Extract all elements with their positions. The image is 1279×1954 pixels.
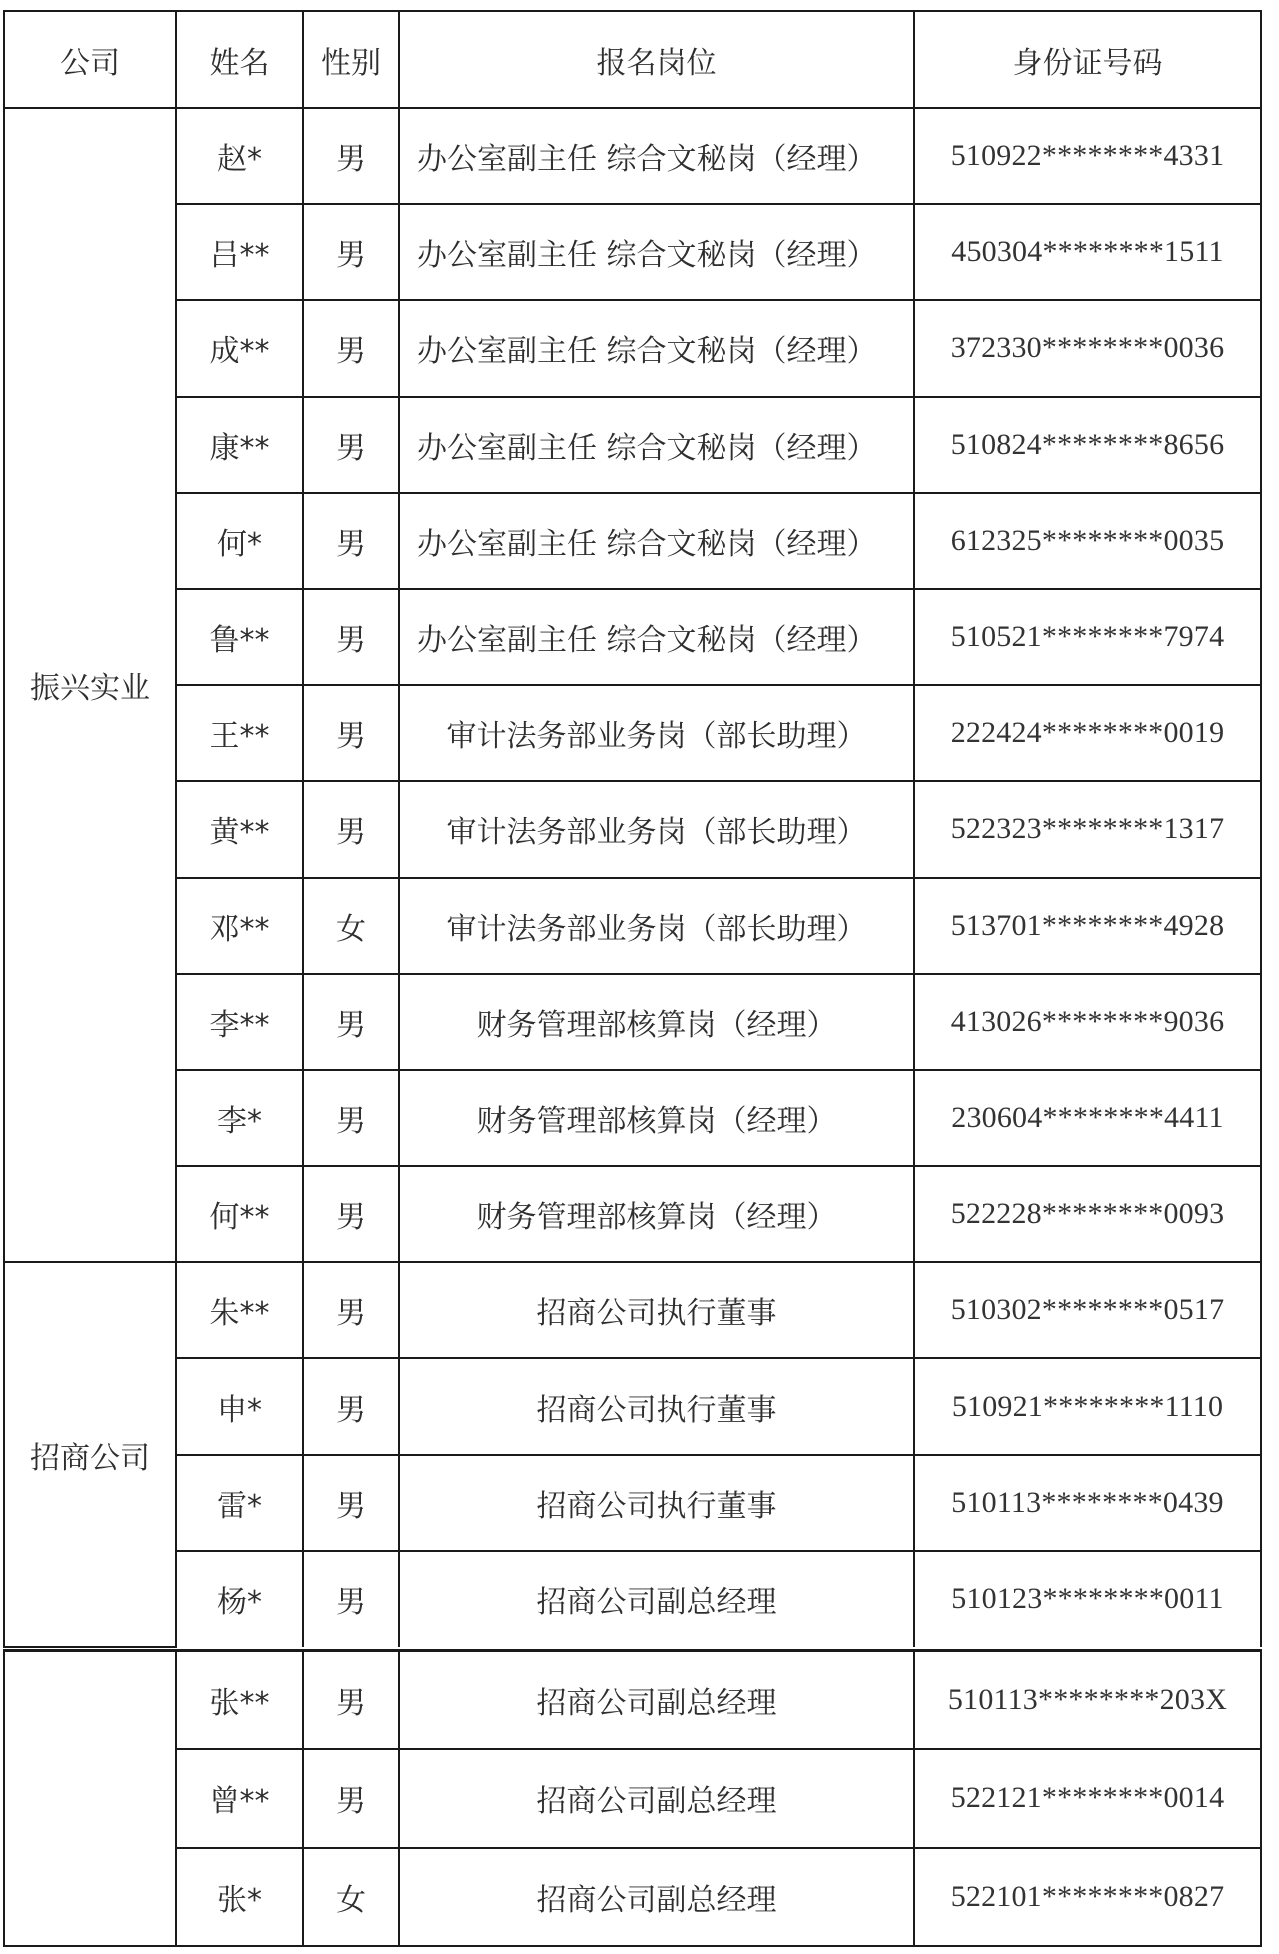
id-number-cell: 510113********203X	[914, 1651, 1261, 1750]
name-cell: 吕**	[176, 204, 303, 300]
table-row	[4, 1651, 1261, 1750]
id-number-cell: 222424********0019	[914, 685, 1261, 781]
name-cell: 黄**	[176, 781, 303, 877]
position-cell: 办公室副主任 综合文秘岗（经理）	[399, 589, 914, 685]
id-number-cell: 230604********4411	[914, 1070, 1261, 1166]
name-cell: 成**	[176, 300, 303, 396]
position-cell: 招商公司执行董事	[399, 1455, 914, 1551]
table-row	[4, 878, 1261, 974]
id-number-cell: 513701********4928	[914, 878, 1261, 974]
table-row	[4, 397, 1261, 493]
position-cell: 招商公司副总经理	[399, 1848, 914, 1947]
table-row	[4, 1358, 1261, 1454]
name-cell: 申*	[176, 1358, 303, 1454]
table-row	[4, 1551, 1261, 1647]
gender-cell: 男	[303, 1749, 399, 1848]
name-cell: 李*	[176, 1070, 303, 1166]
position-cell: 办公室副主任 综合文秘岗（经理）	[399, 300, 914, 396]
name-cell: 张*	[176, 1848, 303, 1947]
position-cell: 办公室副主任 综合文秘岗（经理）	[399, 493, 914, 589]
gender-cell: 男	[303, 397, 399, 493]
name-cell: 邓**	[176, 878, 303, 974]
table-row	[4, 781, 1261, 877]
name-cell: 王**	[176, 685, 303, 781]
name-cell: 杨*	[176, 1551, 303, 1647]
table-row	[4, 1455, 1261, 1551]
table-row	[4, 685, 1261, 781]
table-row	[4, 1749, 1261, 1848]
id-number-cell: 510113********0439	[914, 1455, 1261, 1551]
name-cell: 张**	[176, 1651, 303, 1750]
position-cell: 办公室副主任 综合文秘岗（经理）	[399, 397, 914, 493]
gender-cell: 男	[303, 493, 399, 589]
id-number-cell: 510922********4331	[914, 108, 1261, 204]
table-row	[4, 108, 1261, 204]
applicant-table	[3, 10, 1262, 1648]
name-cell: 曾**	[176, 1749, 303, 1848]
position-cell: 办公室副主任 综合文秘岗（经理）	[399, 108, 914, 204]
name-cell: 康**	[176, 397, 303, 493]
table-row	[4, 974, 1261, 1070]
id-number-cell: 522101********0827	[914, 1848, 1261, 1947]
gender-cell: 男	[303, 589, 399, 685]
gender-cell: 男	[303, 300, 399, 396]
id-number-cell: 510123********0011	[914, 1551, 1261, 1647]
position-cell: 招商公司副总经理	[399, 1651, 914, 1750]
company-group-cell: 振兴实业	[4, 108, 176, 1262]
id-number-cell: 522121********0014	[914, 1749, 1261, 1848]
position-cell: 招商公司副总经理	[399, 1551, 914, 1647]
gender-cell: 女	[303, 1848, 399, 1947]
header-gender: 性别	[303, 11, 399, 108]
gender-cell: 男	[303, 974, 399, 1070]
position-cell: 财务管理部核算岗（经理）	[399, 1166, 914, 1262]
gender-cell: 男	[303, 1551, 399, 1647]
gender-cell: 女	[303, 878, 399, 974]
gender-cell: 男	[303, 1651, 399, 1750]
gender-cell: 男	[303, 1166, 399, 1262]
id-number-cell: 522323********1317	[914, 781, 1261, 877]
name-cell: 何**	[176, 1166, 303, 1262]
gender-cell: 男	[303, 108, 399, 204]
id-number-cell: 372330********0036	[914, 300, 1261, 396]
table-row	[4, 1070, 1261, 1166]
gender-cell: 男	[303, 1262, 399, 1358]
id-number-cell: 612325********0035	[914, 493, 1261, 589]
id-number-cell: 510302********0517	[914, 1262, 1261, 1358]
company-group-cell	[4, 1651, 176, 1947]
id-number-cell: 510521********7974	[914, 589, 1261, 685]
header-company: 公司	[4, 11, 176, 108]
gender-cell: 男	[303, 204, 399, 300]
position-cell: 审计法务部业务岗（部长助理）	[399, 878, 914, 974]
position-cell: 招商公司执行董事	[399, 1262, 914, 1358]
gender-cell: 男	[303, 1070, 399, 1166]
table-row	[4, 493, 1261, 589]
position-cell: 招商公司副总经理	[399, 1749, 914, 1848]
table-row	[4, 1262, 1261, 1358]
id-number-cell: 522228********0093	[914, 1166, 1261, 1262]
gender-cell: 男	[303, 781, 399, 877]
gender-cell: 男	[303, 1358, 399, 1454]
id-number-cell: 510921********1110	[914, 1358, 1261, 1454]
name-cell: 雷*	[176, 1455, 303, 1551]
gender-cell: 男	[303, 685, 399, 781]
applicant-table-continued	[3, 1649, 1262, 1947]
name-cell: 赵*	[176, 108, 303, 204]
table-row	[4, 1166, 1261, 1262]
position-cell: 审计法务部业务岗（部长助理）	[399, 781, 914, 877]
id-number-cell: 510824********8656	[914, 397, 1261, 493]
name-cell: 鲁**	[176, 589, 303, 685]
gender-cell: 男	[303, 1455, 399, 1551]
table-row	[4, 300, 1261, 396]
header-position: 报名岗位	[399, 11, 914, 108]
company-group-cell: 招商公司	[4, 1262, 176, 1647]
header-name: 姓名	[176, 11, 303, 108]
header-row	[4, 11, 1261, 108]
position-cell: 审计法务部业务岗（部长助理）	[399, 685, 914, 781]
name-cell: 朱**	[176, 1262, 303, 1358]
id-number-cell: 413026********9036	[914, 974, 1261, 1070]
header-id-number: 身份证号码	[914, 11, 1261, 108]
position-cell: 财务管理部核算岗（经理）	[399, 1070, 914, 1166]
name-cell: 何*	[176, 493, 303, 589]
table-row	[4, 204, 1261, 300]
position-cell: 财务管理部核算岗（经理）	[399, 974, 914, 1070]
name-cell: 李**	[176, 974, 303, 1070]
position-cell: 办公室副主任 综合文秘岗（经理）	[399, 204, 914, 300]
position-cell: 招商公司执行董事	[399, 1358, 914, 1454]
id-number-cell: 450304********1511	[914, 204, 1261, 300]
table-row	[4, 589, 1261, 685]
table-row	[4, 1848, 1261, 1947]
